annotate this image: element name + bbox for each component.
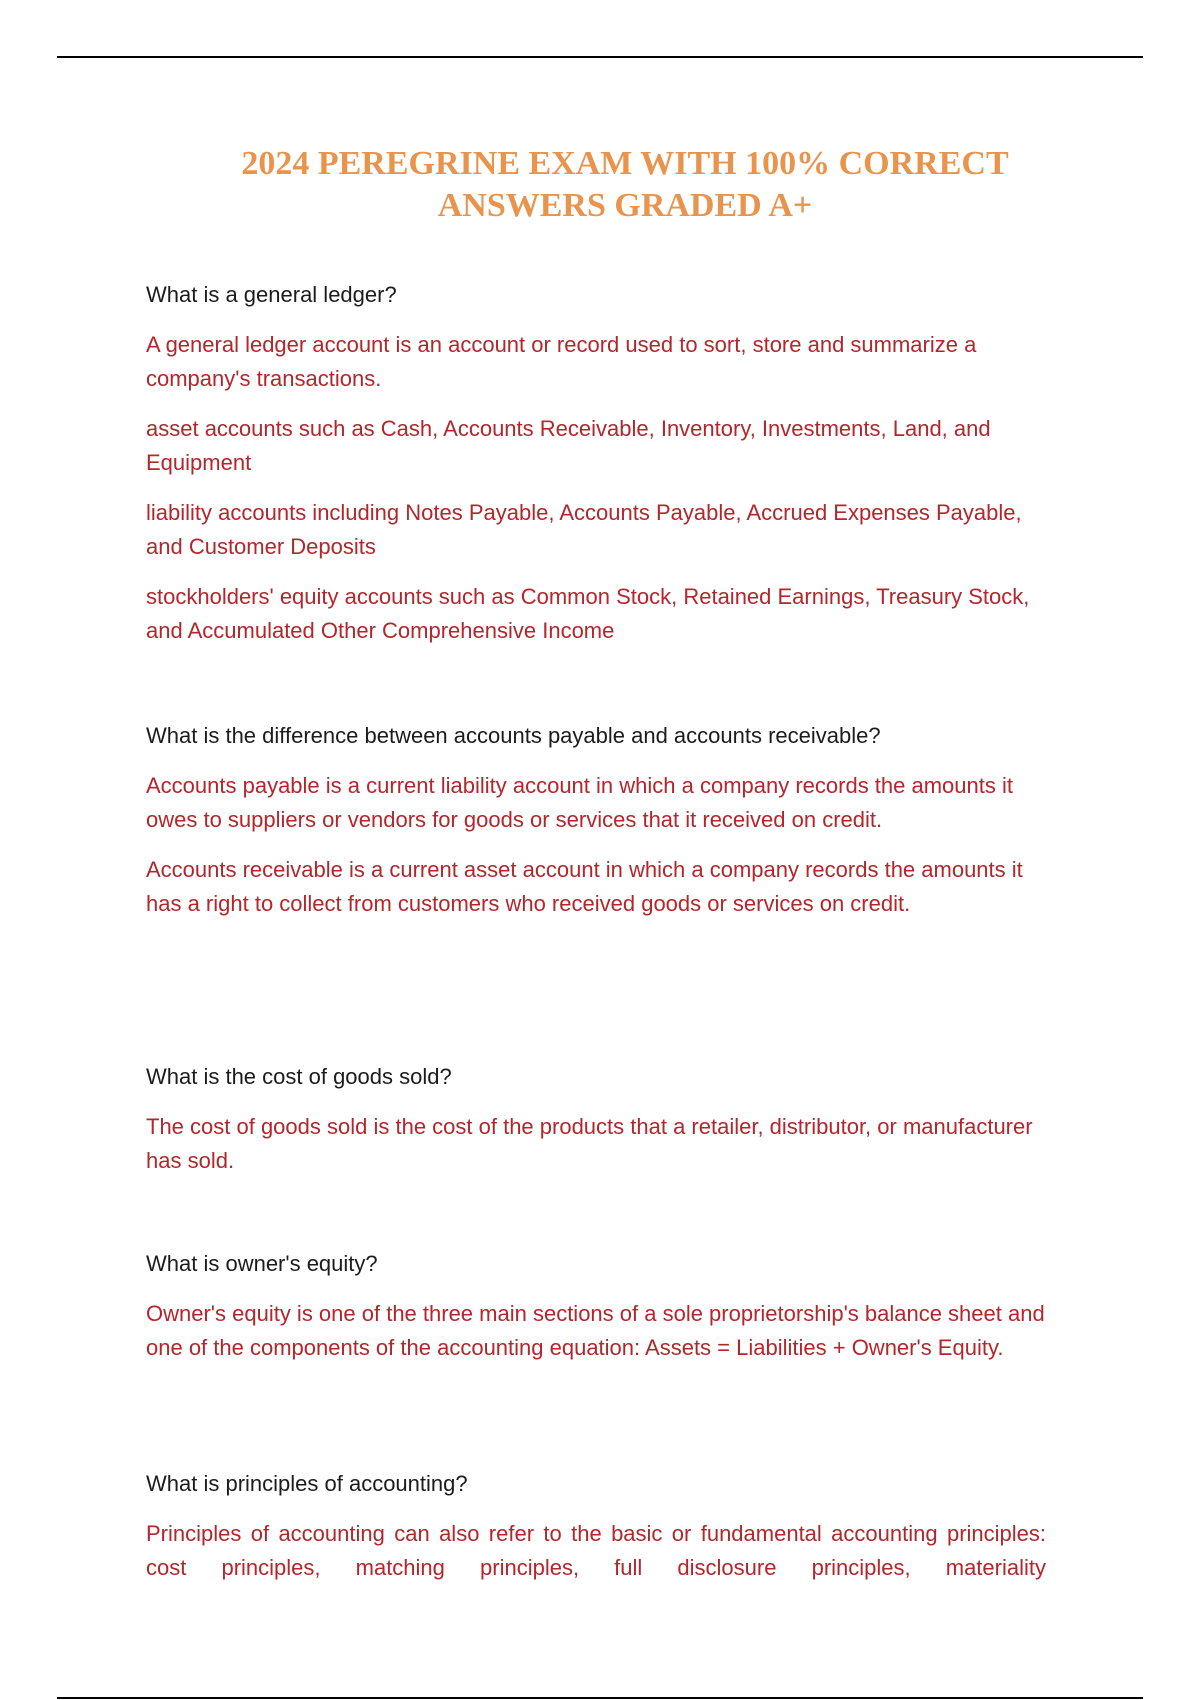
top-divider (57, 56, 1143, 58)
answer: liability accounts including Notes Payable, Accounts Payable, Accrued Expenses Payable, and Customer Deposits (146, 500, 1022, 559)
answer: Owner's equity is one of the three main sections of a sole proprietorship's balance sheet and one of the components of the accounting equation: Assets = Liabilities + Owner's Equity. (146, 1301, 1045, 1360)
answer: asset accounts such as Cash, Accounts Receivable, Inventory, Investments, Land, and Equipment (146, 416, 991, 475)
question: What is a general ledger? (146, 282, 397, 307)
qa-block-cost-of-goods-sold (146, 1060, 1046, 1194)
answer: Principles of accounting can also refer to the basic or fundamental accounting principles: cost principles, matching principles, full disclosure principles, materiality (146, 1521, 1046, 1580)
answer: Accounts payable is a current liability account in which a company records the amounts it owes to suppliers or vendors for goods or services that it received on credit. (146, 773, 1013, 832)
document-title (100, 143, 1150, 227)
qa-block-principles-of-accounting (146, 1467, 1046, 1601)
answer: The cost of goods sold is the cost of the products that a retailer, distributor, or manufacturer has sold. (146, 1114, 1033, 1173)
title-line-1: 2024 PEREGRINE EXAM WITH 100% CORRECT (241, 145, 1009, 182)
question: What is principles of accounting? (146, 1471, 468, 1496)
question: What is the cost of goods sold? (146, 1064, 452, 1089)
answer: Accounts receivable is a current asset account in which a company records the amounts it has a right to collect from customers who received goods or services on credit. (146, 857, 1023, 916)
answer: A general ledger account is an account or record used to sort, store and summarize a company's transactions. (146, 332, 977, 391)
bottom-divider (57, 1697, 1143, 1699)
title-line-2: ANSWERS GRADED A+ (437, 187, 813, 224)
answer: stockholders' equity accounts such as Common Stock, Retained Earnings, Treasury Stock, and Accumulated Other Comprehensive Income (146, 584, 1030, 643)
qa-block-owners-equity (146, 1247, 1046, 1381)
qa-block-payable-receivable (146, 719, 1046, 937)
qa-block-general-ledger (146, 278, 1046, 664)
question: What is the difference between accounts payable and accounts receivable? (146, 723, 881, 748)
question: What is owner's equity? (146, 1251, 378, 1276)
